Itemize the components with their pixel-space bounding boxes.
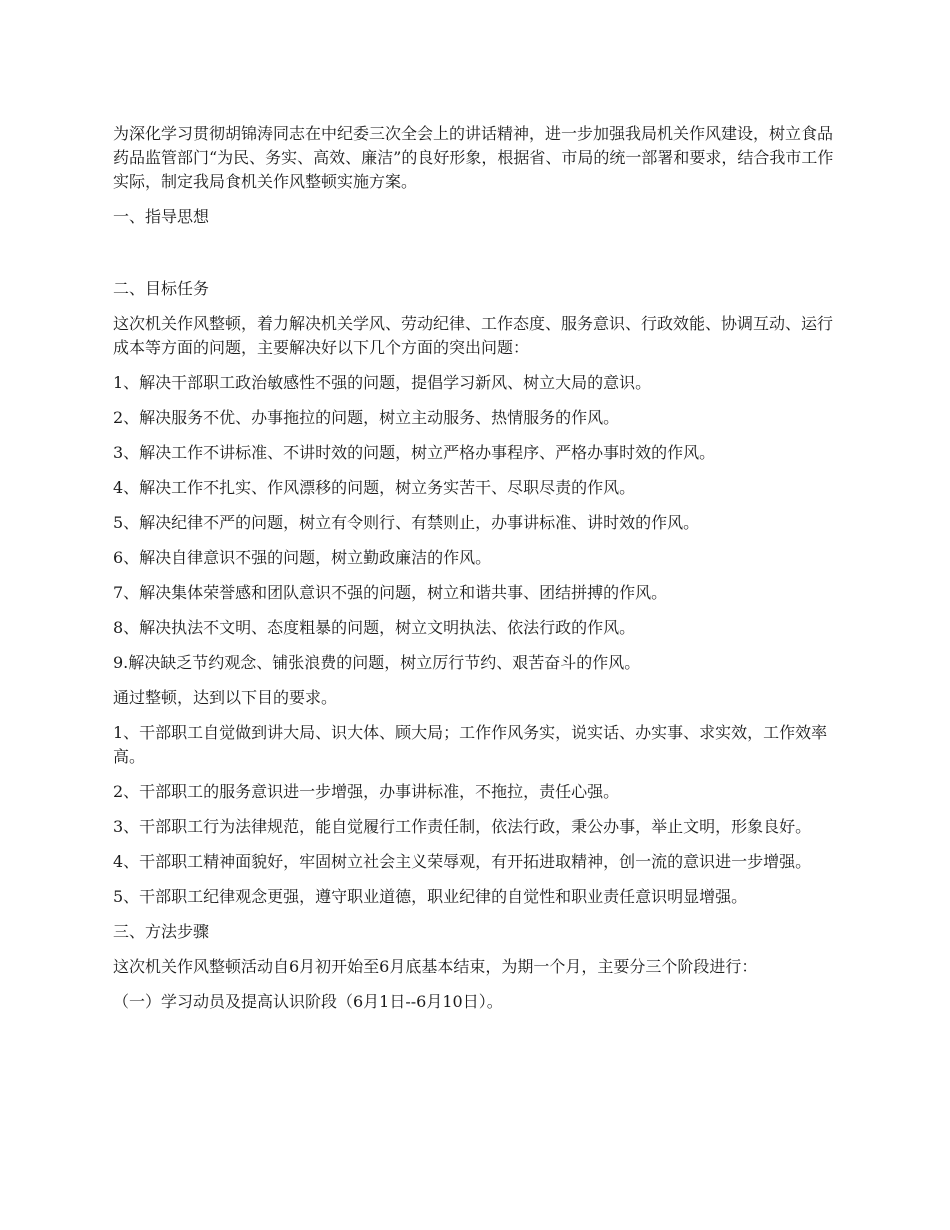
requirements-intro: 通过整顿，达到以下目的要求。	[113, 688, 338, 707]
problem-item-7: 7、解决集体荣誉感和团队意识不强的问题，树立和谐共事、团结拼搏的作风。	[113, 583, 668, 602]
problem-item-3: 3、解决工作不讲标准、不讲时效的问题，树立严格办事程序、严格办事时效的作风。	[113, 443, 716, 462]
document-body	[113, 122, 843, 1025]
requirement-item-3: 3、干部职工行为法律规范，能自觉履行工作责任制，依法行政，秉公办事，举止文明，形象良好。	[113, 817, 812, 836]
goals-intro-paragraph: 这次机关作风整顿，着力解决机关学风、劳动纪律、工作态度、服务意识、行政效能、协调互动、运行成本等方面的问题，主要解决好以下几个方面的突出问题：	[113, 314, 834, 357]
requirement-item-4: 4、干部职工精神面貌好，牢固树立社会主义荣辱观，有开拓进取精神，创一流的意识进一步增强。	[113, 852, 812, 871]
intro-paragraph: 为深化学习贯彻胡锦涛同志在中纪委三次全会上的讲话精神，进一步加强我局机关作风建设，树立食品药品监管部门“为民、务实、高效、廉洁”的良好形象，根据省、市局的统一部署和要求，结合我市工作实际，制定我局食机关作风整顿实施方案。	[113, 124, 834, 191]
problem-item-1: 1、解决干部职工政治敏感性不强的问题，提倡学习新风、树立大局的意识。	[113, 373, 652, 392]
problem-item-8: 8、解决执法不文明、态度粗暴的问题，树立文明执法、依法行政的作风。	[113, 618, 636, 637]
requirement-item-2: 2、干部职工的服务意识进一步增强，办事讲标准，不拖拉，责任心强。	[113, 782, 620, 801]
problem-item-4: 4、解决工作不扎实、作风漂移的问题，树立务实苦干、尽职尽责的作风。	[113, 478, 636, 497]
requirement-item-1: 1、干部职工自觉做到讲大局、识大体、顾大局；工作作风务实，说实话、办实事、求实效，工作效率高。	[113, 723, 828, 766]
section-heading-guiding-thought: 一、指导思想	[113, 207, 210, 226]
requirement-item-5: 5、干部职工纪律观念更强，遵守职业道德，职业纪律的自觉性和职业责任意识明显增强。	[113, 887, 748, 906]
problem-item-2: 2、解决服务不优、办事拖拉的问题，树立主动服务、热情服务的作风。	[113, 408, 620, 427]
problem-item-5: 5、解决纪律不严的问题，树立有令则行、有禁则止，办事讲标准、讲时效的作风。	[113, 513, 700, 532]
section-heading-goals: 二、目标任务	[113, 279, 210, 298]
steps-intro-paragraph: 这次机关作风整顿活动自6月初开始至6月底基本结束，为期一个月，主要分三个阶段进行：	[113, 957, 758, 976]
section-heading-steps: 三、方法步骤	[113, 922, 210, 941]
phase-one-heading: （一）学习动员及提高认识阶段（6月1日--6月10日）。	[113, 992, 503, 1011]
problem-item-6: 6、解决自律意识不强的问题，树立勤政廉洁的作风。	[113, 548, 492, 567]
problem-item-9: 9.解决缺乏节约观念、铺张浪费的问题，树立厉行节约、艰苦奋斗的作风。	[113, 653, 641, 672]
